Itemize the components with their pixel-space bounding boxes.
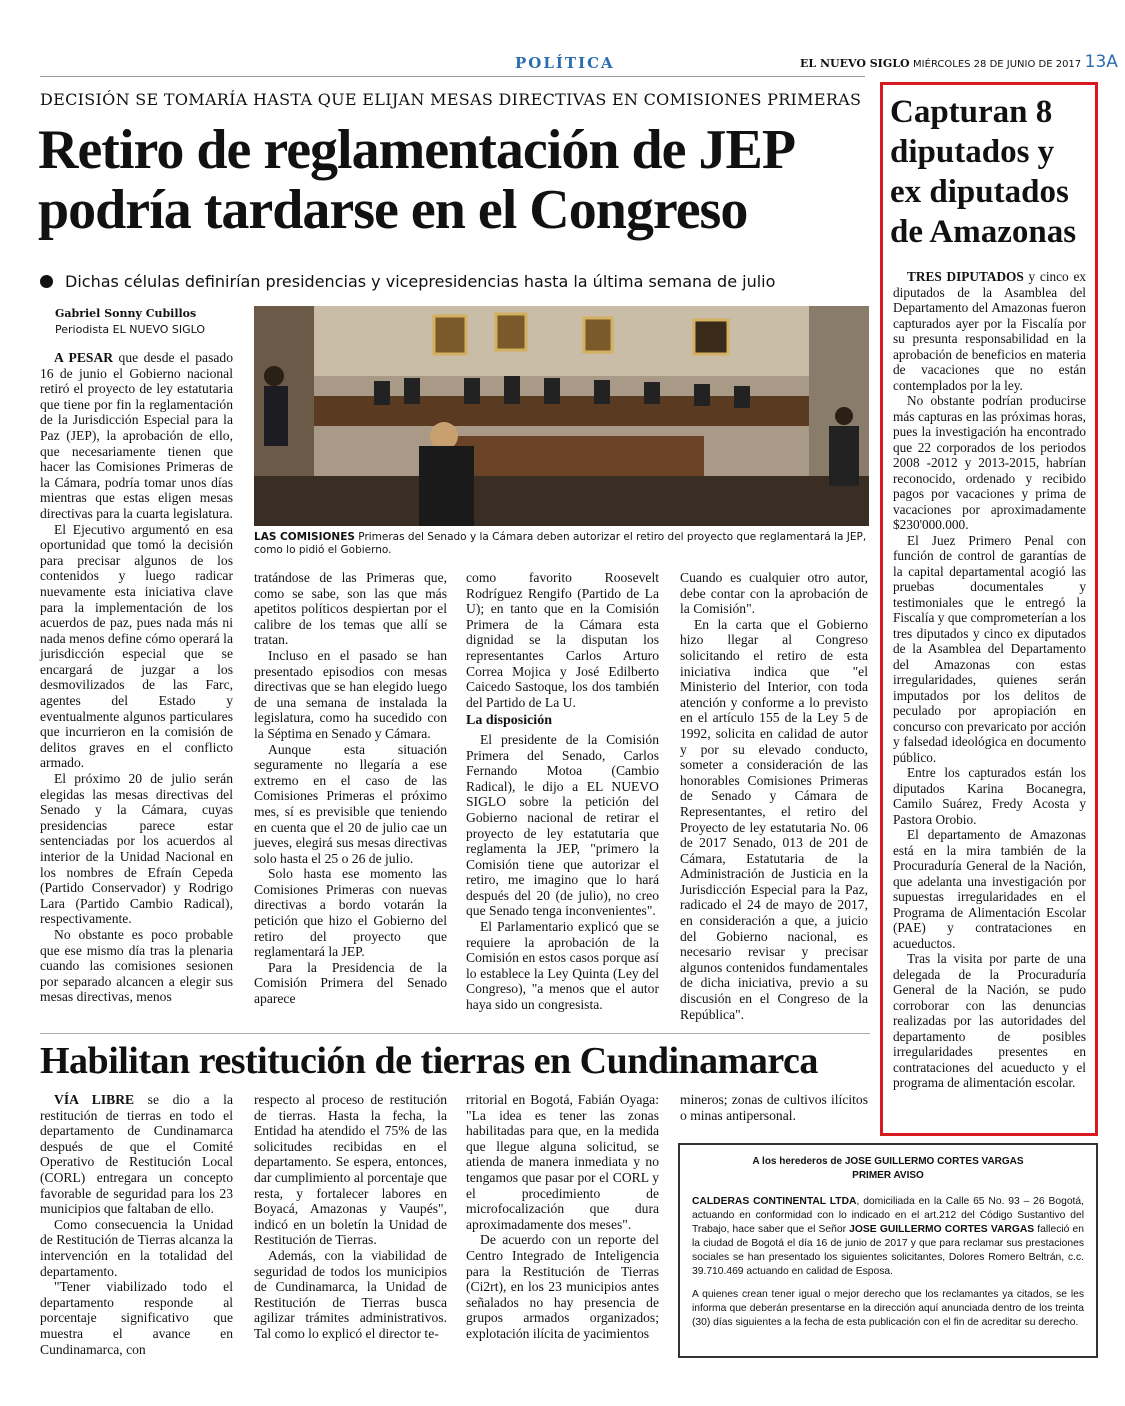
paragraph: En la carta que el Gobierno hizo llegar al Congreso solicitando el retiro de esta iniciativa indica que "el Ministerio del Interior, con toda atención y conforme a lo previsto en el artículo 155 de la Ley 5 de 1992, solicita en calidad de autor y por su elevado conducto, someter a consideración de las honorables Comisiones Primeras de Senado y Cámara de Representantes, el retiro del Proyecto de ley estatutaria No. 06 de 2017 Senado, 013 de 201 de Cámara, Estatutaria de la Administración de Justicia en la Jurisdicción Especial para la Paz, radicado el 24 de mayo de 2017, en consideración a que, a juicio del Gobierno nacional, es necesario revisar y precisar algunos contenidos fundamentales de dicha iniciativa, previo a su discusión en el Congreso de la República". — [680, 616, 868, 1022]
second-article-headline: Habilitan restitución de tierras en Cundinamarca — [40, 1040, 818, 1082]
section-subheading: La disposición — [466, 713, 552, 729]
article-kicker: DECISIÓN SE TOMARÍA HASTA QUE ELIJAN MESAS DIRECTIVAS EN COMISIONES PRIMERAS — [40, 90, 862, 109]
second-column-1 — [40, 1092, 233, 1357]
headline-line: Capturan 8 — [890, 94, 1053, 130]
headline-line: podría tardarse en el Congreso — [38, 179, 748, 241]
paragraph: El Parlamentario explicó que se requiere la aprobación de la Comisión en estos casos porque así lo establece la Ley Quinta (Ley del Congreso), "a menos que el autor haya sido un congresista. — [466, 919, 659, 1013]
notice-person: JOSE GUILLERMO CORTES VARGAS — [849, 1224, 1035, 1235]
bullet-icon — [40, 275, 53, 288]
byline-name: Gabriel Sonny Cubillos — [55, 307, 197, 320]
headline-line: Retiro de reglamentación de JEP — [38, 119, 796, 181]
paragraph: Incluso en el pasado se han presentado episodios con mesas directivas que se han elegido luego de una semana de instalada la legislatura, como ha sucedido con la Séptima en Senado y Cámara. — [254, 647, 447, 741]
second-column-3 — [466, 1092, 659, 1342]
paragraph: respecto al proceso de restitución de tierras. Hasta la fecha, la Entidad ha atendido el 75% de las solicitudes recibidas en el departamento. Se espera, entonces, dar cumplimiento al porcentaje que resta, y fortalecer labores en Boyacá, Amazonas y Vaupés", indicó en un boletín la Unidad de Restitución de Tierras. — [254, 1092, 447, 1248]
article-subhead — [40, 272, 870, 291]
headline-line: de Amazonas — [890, 214, 1077, 250]
caption-lead: LAS COMISIONES — [254, 531, 355, 543]
sidebar-headline — [890, 92, 1095, 252]
paragraph: Para la Presidencia de la Comisión Primera del Senado aparece — [254, 959, 447, 1007]
lead-words: A PESAR — [54, 350, 114, 365]
notice-title — [680, 1155, 1096, 1183]
article-column-3 — [466, 570, 659, 1013]
paragraph-text: que desde el pasado 16 de junio el Gobierno nacional retiró el proyecto de ley estatutaria que tiene por fin la reglamentación de la Jurisdicción Especial para la Paz (JEP), la aprobación de ello, que necesariamente tienen que hacer las Comisiones Primeras de la Cámara, podría tomar unos días mientras que estas eligen mesas directivas para la cuarta legislatura. — [40, 350, 233, 521]
caption-text: Primeras del Senado y la Cámara deben autorizar el retiro del proyecto que reglamentará la JEP, como lo pidió el Gobierno. — [254, 531, 867, 556]
paragraph: Solo hasta ese momento las Comisiones Primeras con nuevas directivas a bordo votarán la petición que hizo el Gobierno del retiro del proyecto que reglamentará la JEP. — [254, 866, 447, 960]
article-column-2 — [254, 570, 447, 1007]
paragraph: El presidente de la Comisión Primera del Senado, Carlos Fernando Motoa (Cambio Radical), le dijo a EL NUEVO SIGLO sobre la petición del Gobierno nacional de retirar el proyecto de ley estatutaria que reglamenta la JEP, "primero la Comisión tiene que autorizar el retiro, me imagino que lo hará después del 20 (de julio), no creo que Senado tenga inconvenientes". — [466, 731, 659, 919]
notice-body-2: A quienes crean tener igual o mejor derecho que los reclamantes ya citados, se les informa que deberán presentarse en la dirección aquí anunciada dentro de los treinta (30) días siguientes a la fecha de esta publicación con el fin de acreditar su derecho. — [692, 1289, 1084, 1328]
header-rule — [40, 76, 865, 77]
second-column-4 — [680, 1092, 868, 1123]
legal-notice — [678, 1143, 1098, 1358]
section-label: POLÍTICA — [515, 54, 615, 72]
notice-body — [692, 1195, 1084, 1279]
paragraph — [40, 350, 233, 522]
paragraph: Además, con la viabilidad de seguridad de todos los municipios de Cundinamarca, la Unidad de Restitución de Tierras busca agilizar trámites administrativos. Tal como lo explicó el director te- — [254, 1247, 447, 1341]
byline-role: Periodista EL NUEVO SIGLO — [55, 323, 206, 336]
lead-words: TRES DIPUTADOS — [907, 269, 1024, 284]
article-photo — [254, 306, 869, 526]
paper-name: EL NUEVO SIGLO — [800, 57, 910, 70]
paragraph: De acuerdo con un reporte del Centro Integrado de Inteligencia para la Restitución de Tierras (Ci2rt), en los 23 municipios antes señalados no hay presencia de grupos armados organizados; explotación ilícita de yacimientos — [466, 1232, 659, 1341]
paragraph: tratándose de las Primeras que, como se sabe, son las que más apetitos políticos despiertan por el calibre de los temas que allí se tratan. — [254, 570, 447, 648]
article-headline — [38, 120, 878, 240]
headline-line: diputados y — [890, 134, 1055, 170]
congress-session-photo — [254, 306, 869, 526]
sidebar-body — [893, 269, 1086, 1091]
paragraph: El Ejecutivo argumentó en esa oportunidad que tomó la decisión para precisar algunos de los contenidos y luego radicar nuevamente esta iniciativa clave para la implementación de los acuerdos de paz, pues nada más ni nada menos define cómo operará la jurisdicción especial que se encargará de juzgar a los desmovilizados de las Farc, agentes del Estado y eventualmente algunos particulares que incurrieron en la comisión de delitos graves en el conflicto armado. — [40, 521, 233, 771]
paragraph: como favorito Roosevelt Rodríguez Rengifo (Partido de La U); en tanto que en la Comisión Primera de la Cámara esta dignidad se la disputan los representantes Carlos Arturo Correa Mojica y José Edilberto Caicedo Sastoque, los dos también del Partido de La U. — [466, 570, 659, 710]
paragraph: Cuando es cualquier otro autor, debe contar con la aprobación de la Comisión". — [680, 570, 868, 617]
paragraph — [40, 1092, 233, 1217]
subhead-text: Dichas células definirían presidencias y vicepresidencias hasta la última semana de julio — [65, 272, 776, 291]
second-column-2 — [254, 1092, 447, 1342]
lead-words: VÍA LIBRE — [54, 1092, 135, 1107]
paragraph: Aunque esta situación seguramente no llegaría a ese extremo en el caso de las Comisiones Primeras el próximo mes, sí es previsible que teniendo en cuenta que el 20 de julio cae un jueves, elegirá sus mesas directivas solo hasta el 25 o 26 de julio. — [254, 741, 447, 866]
paragraph: "Tener viabilizado todo el departamento responde al porcentaje significativo que muestra el avance en Cundinamarca, con — [40, 1279, 233, 1357]
notice-text: , domiciliada en la Calle 65 No. 93 – 26 Bogotá, actuando en conformidad con lo indicado en el art.212 del Código Sustantivo del Trabajo, hace saber que el Señor — [692, 1196, 1084, 1235]
paragraph: mineros; zonas de cultivos ilícitos o minas antipersonal. — [680, 1092, 868, 1123]
page-number: 13A — [1084, 52, 1118, 72]
paragraph: El departamento de Amazonas está en la mira también de la Procuraduría General de la Nación, que adelanta una investigación por supuestas irregularidades en el Programa de Alimentación Escolar (PAE) y contrataciones en acueductos. — [893, 827, 1086, 951]
paragraph: No obstante es poco probable que ese mismo día tras la plenaria cuando las comisiones sesionen por separado alcancen a elegir sus mesas directivas, menos — [40, 926, 233, 1005]
headline-line: ex diputados — [890, 174, 1069, 210]
article-divider — [40, 1033, 870, 1034]
paragraph-text: se dio a la restitución de tierras en todo el departamento de Cundinamarca después de que el Comité Operativo de Restitución Local (CORL) entregara un concepto favorable de seguridad para los 23 municipios que faltaban de ello. — [40, 1092, 233, 1217]
paragraph: El próximo 20 de julio serán elegidas las mesas directivas del Senado y la Cámara, cuyas presidencias parece estar sentenciadas por los acuerdos al interior de la Unidad Nacional en los nombres de Efraín Cepeda (Partido Conservador) y Rodrigo Lara (Partido Cambio Radical), respectivamente. — [40, 771, 233, 927]
paragraph: Entre los capturados están los diputados Karina Bocanegra, Camilo Suárez, Fredy Acosta y Pastora Orobio. — [893, 765, 1086, 827]
paragraph: Como consecuencia la Unidad de Restitución de Tierras alcanza la intervención en la totalidad del departamento. — [40, 1216, 233, 1279]
notice-company: CALDERAS CONTINENTAL LTDA — [692, 1196, 857, 1207]
article-column-4 — [680, 570, 868, 1022]
paragraph: El Juez Primero Penal con función de control de garantías de la capital departamental acogió las pruebas documentales y testimoniales que le entregó la Fiscalía y que comprometerían a los tres diputados y cinco ex diputados de la Asamblea del Departamento del Amazonas con estas irregularidades, quienes serán imputados por los delitos de peculado por apropiación en concurso con prevaricato por acción y falsedad ideológica en documento público. — [893, 532, 1086, 765]
paragraph: No obstante podrían producirse más capturas en las próximas horas, pues la investigación ha encontrado que 22 corporados de los periodos 2008 -2012 y 2013-2015, habrían reconocido, ordenado y recibido pagos por vacaciones y prima de vacaciones por aproximadamente $230'000.000. — [893, 393, 1086, 532]
publication-info — [800, 52, 1118, 72]
paragraph-text: y cinco ex diputados de la Asamblea del Departamento del Amazonas fueron capturados ayer por la Fiscalía por su presunta responsabilidad en la aprobación de beneficios en materia de vacaciones que no están contemplados por la ley. — [893, 269, 1086, 393]
paragraph — [893, 269, 1086, 393]
issue-date: MIÉRCOLES 28 DE JUNIO DE 2017 — [913, 59, 1082, 70]
notice-title-line: PRIMER AVISO — [852, 1170, 924, 1181]
paragraph: Tras la visita por parte de una delegada de la Procuraduría General de la Nación, se pudo corroborar con las denuncias realizadas por las autoridades del departamento de posibles irregularidades presentes en contrataciones del acueducto y el programa de alimentación escolar. — [893, 951, 1086, 1090]
notice-text: falleció en la ciudad de Bogotá el día 16 de junio de 2017 y que para reclamar sus prestaciones sociales se han presentado los siguientes solicitantes, Dolores Romero Beltrán, c.c. 39.710.469 actuando en calidad de Esposa. — [692, 1224, 1084, 1277]
paragraph: rritorial en Bogotá, Fabián Oyaga: "La idea es tener las zonas habilitadas para que, en la medida que llegue alguna solicitud, se atienda de manera inmediata y no tengamos que pasar por el CORL y el procedimiento de microfocalización que dura aproximadamente dos meses". — [466, 1092, 659, 1232]
notice-title-line: A los herederos de JOSE GUILLERMO CORTES VARGAS — [752, 1156, 1024, 1167]
article-column-1 — [40, 350, 233, 1005]
photo-caption — [254, 531, 869, 557]
